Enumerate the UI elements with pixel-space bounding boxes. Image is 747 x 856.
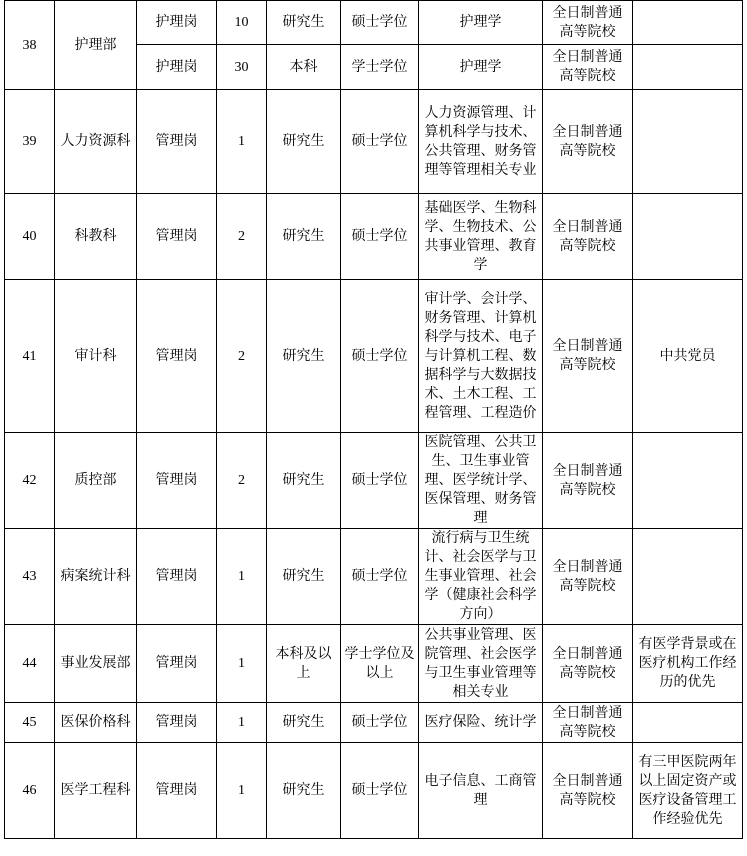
- row-number: 43: [5, 529, 55, 625]
- hire-count: 1: [217, 703, 267, 743]
- major: 医疗保险、统计学: [419, 703, 543, 743]
- row-number: 38: [5, 1, 55, 90]
- row-number: 39: [5, 90, 55, 194]
- major: 护理学: [419, 1, 543, 45]
- degree: 学士学位: [341, 45, 419, 90]
- degree: 硕士学位: [341, 90, 419, 194]
- school-type: 全日制普通高等院校: [543, 433, 633, 529]
- education: 本科及以上: [267, 625, 341, 703]
- degree: 硕士学位: [341, 703, 419, 743]
- hire-count: 2: [217, 194, 267, 280]
- row-number: 41: [5, 280, 55, 433]
- education: 研究生: [267, 703, 341, 743]
- major: 流行病与卫生统计、社会医学与卫生事业管理、社会学（健康社会科学方向）: [419, 529, 543, 625]
- school-type: 全日制普通高等院校: [543, 625, 633, 703]
- major: 审计学、会计学、财务管理、计算机科学与技术、电子与计算机工程、数据科学与大数据技术、土木工程、工程管理、工程造价: [419, 280, 543, 433]
- major: 护理学: [419, 45, 543, 90]
- hire-count: 1: [217, 625, 267, 703]
- post-type: 管理岗: [137, 703, 217, 743]
- education: 研究生: [267, 1, 341, 45]
- degree: 硕士学位: [341, 743, 419, 839]
- table-row: [5, 433, 743, 529]
- education: 研究生: [267, 280, 341, 433]
- education: 研究生: [267, 90, 341, 194]
- degree: 学士学位及以上: [341, 625, 419, 703]
- row-number: 45: [5, 703, 55, 743]
- post-type: 管理岗: [137, 280, 217, 433]
- hire-count: 1: [217, 529, 267, 625]
- department: 病案统计科: [55, 529, 137, 625]
- department: 人力资源科: [55, 90, 137, 194]
- major: 人力资源管理、计算机科学与技术、公共管理、财务管理等管理相关专业: [419, 90, 543, 194]
- table-row: [5, 1, 743, 45]
- post-type: 管理岗: [137, 743, 217, 839]
- hire-count: 1: [217, 90, 267, 194]
- department: 事业发展部: [55, 625, 137, 703]
- degree: 硕士学位: [341, 433, 419, 529]
- table-row: [5, 194, 743, 280]
- other-requirements: [633, 90, 743, 194]
- row-number: 40: [5, 194, 55, 280]
- other-requirements: [633, 433, 743, 529]
- major: 电子信息、工商管理: [419, 743, 543, 839]
- recruitment-table: [4, 0, 743, 839]
- post-type: 管理岗: [137, 433, 217, 529]
- hire-count: 2: [217, 280, 267, 433]
- department: 科教科: [55, 194, 137, 280]
- hire-count: 2: [217, 433, 267, 529]
- table-row: [5, 703, 743, 743]
- other-requirements: [633, 529, 743, 625]
- major: 公共事业管理、医院管理、社会医学与卫生事业管理等相关专业: [419, 625, 543, 703]
- post-type: 管理岗: [137, 625, 217, 703]
- department: 护理部: [55, 1, 137, 90]
- other-requirements: [633, 45, 743, 90]
- education: 研究生: [267, 743, 341, 839]
- hire-count: 1: [217, 743, 267, 839]
- education: 研究生: [267, 529, 341, 625]
- table-row: [5, 529, 743, 625]
- department: 审计科: [55, 280, 137, 433]
- school-type: 全日制普通高等院校: [543, 194, 633, 280]
- hire-count: 30: [217, 45, 267, 90]
- table-row: [5, 90, 743, 194]
- education: 研究生: [267, 194, 341, 280]
- school-type: 全日制普通高等院校: [543, 1, 633, 45]
- post-type: 管理岗: [137, 90, 217, 194]
- row-number: 44: [5, 625, 55, 703]
- school-type: 全日制普通高等院校: [543, 45, 633, 90]
- other-requirements: 中共党员: [633, 280, 743, 433]
- table-row: [5, 280, 743, 433]
- other-requirements: 有医学背景或在医疗机构工作经历的优先: [633, 625, 743, 703]
- post-type: 护理岗: [137, 1, 217, 45]
- school-type: 全日制普通高等院校: [543, 529, 633, 625]
- degree: 硕士学位: [341, 280, 419, 433]
- row-number: 42: [5, 433, 55, 529]
- post-type: 管理岗: [137, 529, 217, 625]
- row-number: 46: [5, 743, 55, 839]
- other-requirements: [633, 703, 743, 743]
- degree: 硕士学位: [341, 1, 419, 45]
- education: 本科: [267, 45, 341, 90]
- post-type: 管理岗: [137, 194, 217, 280]
- department: 医保价格科: [55, 703, 137, 743]
- hire-count: 10: [217, 1, 267, 45]
- school-type: 全日制普通高等院校: [543, 90, 633, 194]
- school-type: 全日制普通高等院校: [543, 743, 633, 839]
- post-type: 护理岗: [137, 45, 217, 90]
- degree: 硕士学位: [341, 529, 419, 625]
- education: 研究生: [267, 433, 341, 529]
- other-requirements: [633, 194, 743, 280]
- school-type: 全日制普通高等院校: [543, 280, 633, 433]
- other-requirements: [633, 1, 743, 45]
- department: 质控部: [55, 433, 137, 529]
- major: 医院管理、公共卫生、卫生事业管理、医学统计学、医保管理、财务管理: [419, 433, 543, 529]
- major: 基础医学、生物科学、生物技术、公共事业管理、教育学: [419, 194, 543, 280]
- table-row: [5, 625, 743, 703]
- school-type: 全日制普通高等院校: [543, 703, 633, 743]
- department: 医学工程科: [55, 743, 137, 839]
- table-row: [5, 743, 743, 839]
- other-requirements: 有三甲医院两年以上固定资产或医疗设备管理工作经验优先: [633, 743, 743, 839]
- degree: 硕士学位: [341, 194, 419, 280]
